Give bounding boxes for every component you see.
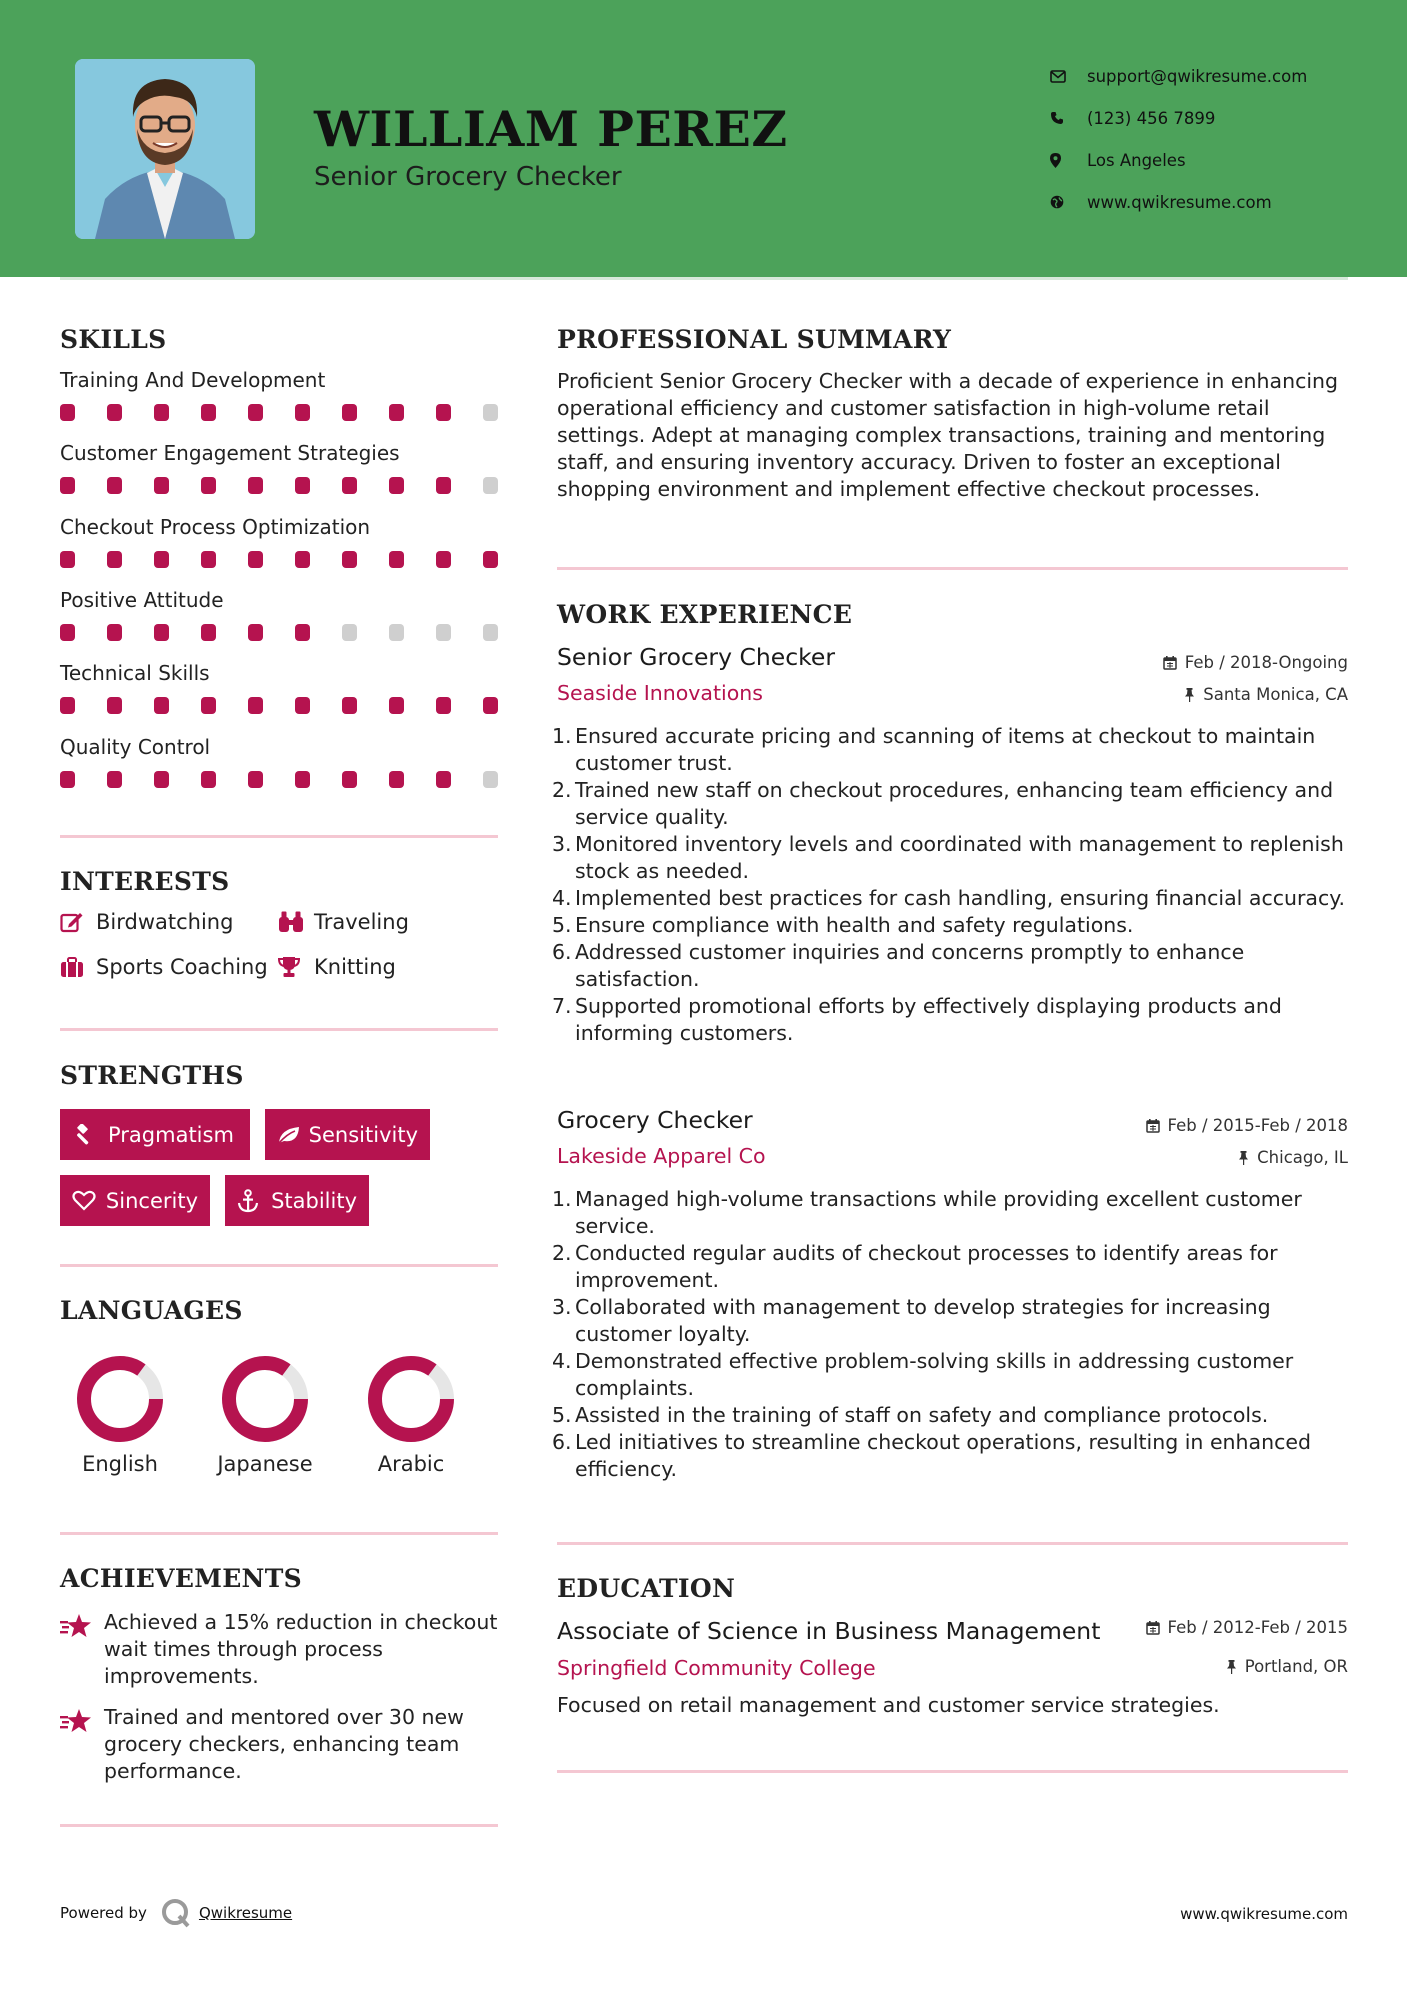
star-icon <box>60 1609 104 1690</box>
skills-heading: SKILLS <box>60 325 167 354</box>
anchor-icon <box>237 1189 271 1213</box>
skill-dot <box>201 477 216 494</box>
skill-dot <box>248 624 263 641</box>
job-date: Feb / 2015-Feb / 2018 <box>1146 1116 1348 1135</box>
education-location: Portland, OR <box>1226 1657 1348 1676</box>
calendar-icon <box>1146 1621 1160 1635</box>
skill-name: Training And Development <box>60 368 326 392</box>
skill-dot <box>201 551 216 568</box>
skill-dot <box>295 477 310 494</box>
leaf-icon <box>277 1125 309 1145</box>
pushpin-icon <box>1184 688 1195 702</box>
skill-dot <box>389 477 404 494</box>
language-label: English <box>82 1452 158 1476</box>
skill-name: Quality Control <box>60 734 211 759</box>
summary-text: Proficient Senior Grocery Checker with a decade of experience in enhancing operational efficiency and customer satisfaction in high-volume retail settings. Adept at managing complex transactions, training and mentoring staff, and ensuring inventory accuracy. Driven to foster an exceptional shopping environment and implement effective checkout processes. <box>557 369 1339 501</box>
skill-dot <box>436 551 451 568</box>
skill-dot <box>60 697 75 714</box>
language-item <box>195 1354 335 1476</box>
job-bullet: 2. Trained new staff on checkout procedures, enhancing team efficiency and service quality. <box>552 778 1334 829</box>
skill-dot <box>436 477 451 494</box>
achievements-heading: ACHIEVEMENTS <box>60 1564 302 1593</box>
skill-dot <box>295 697 310 714</box>
skill-rating <box>60 624 498 641</box>
job-title: Grocery Checker <box>557 1106 753 1134</box>
skill-dot <box>248 404 263 421</box>
school-name: Springfield Community College <box>557 1656 876 1680</box>
skill-dot <box>436 404 451 421</box>
qwikresume-link[interactable]: Qwikresume <box>198 1904 293 1922</box>
envelope-icon <box>1050 70 1087 83</box>
skill-dot <box>154 477 169 494</box>
skill-dot <box>154 624 169 641</box>
section-divider <box>60 1028 498 1031</box>
languages-heading: LANGUAGES <box>60 1296 243 1325</box>
job-location: Chicago, IL <box>1238 1148 1348 1167</box>
job-bullet: 5. Ensure compliance with health and safety regulations. <box>552 913 1134 937</box>
skill-dot <box>60 771 75 788</box>
job-bullets <box>552 723 1352 1047</box>
job-bullet: 6. Led initiatives to streamline checkout operations, resulting in enhanced efficiency. <box>552 1430 1311 1481</box>
skill-dot <box>389 697 404 714</box>
skill-dot <box>342 551 357 568</box>
section-divider <box>557 1542 1348 1545</box>
skill-name: Positive Attitude <box>60 587 224 612</box>
skill-dot <box>60 404 75 421</box>
skill-dot <box>154 771 169 788</box>
language-label: Arabic <box>377 1452 445 1476</box>
skill-dot <box>107 697 122 714</box>
skill-dot <box>483 771 498 788</box>
skill-dot <box>483 404 498 421</box>
language-item <box>50 1354 190 1476</box>
briefcase-icon <box>60 957 96 978</box>
job-bullet: 3. Monitored inventory levels and coordinated with management to replenish stock as needed. <box>552 832 1344 883</box>
trophy-icon <box>278 956 314 978</box>
skill-dot <box>436 697 451 714</box>
language-level-ring <box>366 1354 456 1444</box>
skill-dot <box>342 404 357 421</box>
skill-rating <box>60 697 498 714</box>
skill-dot <box>201 624 216 641</box>
skill-dot <box>389 551 404 568</box>
company-name: Lakeside Apparel Co <box>557 1144 766 1168</box>
skill-dot <box>201 697 216 714</box>
contact-location: Los Angeles <box>1050 139 1307 181</box>
skill-dot <box>107 771 122 788</box>
job-bullet: 6. Addressed customer inquiries and concerns promptly to enhance satisfaction. <box>552 940 1245 991</box>
section-divider <box>60 1532 498 1535</box>
skill-rating <box>60 477 498 494</box>
section-divider <box>557 1770 1348 1773</box>
education-date: Feb / 2012-Feb / 2015 <box>1146 1618 1348 1637</box>
degree-title: Associate of Science in Business Management <box>557 1617 1101 1645</box>
skill-name: Technical Skills <box>60 661 210 686</box>
skill-rating <box>60 404 498 421</box>
job-bullet: 7. Supported promotional efforts by effectively displaying products and informing customers. <box>552 994 1282 1045</box>
star-icon <box>60 1704 104 1785</box>
pushpin-icon <box>1238 1151 1249 1165</box>
skill-dot <box>107 551 122 568</box>
globe-icon <box>1050 195 1087 209</box>
gavel-icon <box>72 1124 108 1146</box>
phone-icon <box>1050 111 1087 125</box>
interest-item: Knitting <box>278 955 396 979</box>
summary-heading: PROFESSIONAL SUMMARY <box>557 325 952 354</box>
skill-dot <box>389 404 404 421</box>
language-level-ring <box>220 1354 310 1444</box>
skill-dot <box>342 771 357 788</box>
skill-dot <box>436 771 451 788</box>
skill-dot <box>201 404 216 421</box>
profile-photo <box>75 59 255 239</box>
skill-dot <box>107 477 122 494</box>
skill-dot <box>248 697 263 714</box>
contact-phone[interactable]: (123) 456 7899 <box>1050 97 1307 139</box>
skill-dot <box>154 551 169 568</box>
job-bullet: 2. Conducted regular audits of checkout processes to identify areas for improvement. <box>552 1241 1278 1292</box>
skill-dot <box>60 551 75 568</box>
education-description: Focused on retail management and customer service strategies. <box>557 1693 1220 1717</box>
heart-icon <box>72 1190 106 1211</box>
section-divider <box>60 1824 498 1827</box>
header-divider <box>60 277 1348 280</box>
skill-dot <box>107 624 122 641</box>
interest-item: Traveling <box>278 910 409 934</box>
skill-dot <box>60 624 75 641</box>
strength-badge: Sincerity <box>60 1175 210 1226</box>
skill-rating <box>60 771 498 788</box>
candidate-title: Senior Grocery Checker <box>314 162 622 192</box>
skill-dot <box>483 477 498 494</box>
strength-badge: Sensitivity <box>265 1109 430 1160</box>
skill-dot <box>342 697 357 714</box>
skill-dot <box>295 771 310 788</box>
language-level-ring <box>75 1354 165 1444</box>
skill-name: Customer Engagement Strategies <box>60 441 400 466</box>
skill-dot <box>60 477 75 494</box>
interest-item: Sports Coaching <box>60 955 268 979</box>
footer-website[interactable]: www.qwikresume.com <box>1180 1905 1348 1923</box>
language-label: Japanese <box>217 1452 313 1476</box>
qwikresume-logo-icon <box>161 1898 191 1928</box>
footer-powered-by: Powered by Qwikresume <box>60 1898 292 1928</box>
pushpin-icon <box>1226 1660 1237 1674</box>
contact-email[interactable]: support@qwikresume.com <box>1050 55 1307 97</box>
skill-dot <box>342 477 357 494</box>
skill-dot <box>248 477 263 494</box>
skill-dot <box>342 624 357 641</box>
section-divider <box>60 835 498 838</box>
achievement-item: Achieved a 15% reduction in checkout wait times through process improvements. <box>60 1609 500 1690</box>
skill-dot <box>154 697 169 714</box>
edit-icon <box>60 911 96 933</box>
skill-dot <box>483 551 498 568</box>
strength-badge: Stability <box>225 1175 369 1226</box>
experience-heading: WORK EXPERIENCE <box>557 600 853 629</box>
job-bullet: 5. Assisted in the training of staff on safety and compliance protocols. <box>552 1403 1269 1427</box>
job-bullet: 4. Demonstrated effective problem-solving skills in addressing customer complaints. <box>552 1349 1294 1400</box>
strengths-heading: STRENGTHS <box>60 1061 244 1090</box>
education-heading: EDUCATION <box>557 1574 736 1603</box>
job-location: Santa Monica, CA <box>1184 685 1348 704</box>
skill-dot <box>483 697 498 714</box>
skill-dot <box>389 771 404 788</box>
job-bullet: 1. Ensured accurate pricing and scanning of items at checkout to maintain customer trust. <box>552 724 1316 775</box>
contact-list <box>1050 55 1307 223</box>
interests-heading: INTERESTS <box>60 867 230 896</box>
skill-dot <box>248 551 263 568</box>
resume-header <box>0 0 1407 277</box>
skill-dot <box>436 624 451 641</box>
skill-dot <box>248 771 263 788</box>
skill-rating <box>60 551 498 568</box>
calendar-icon <box>1146 1119 1160 1133</box>
skill-dot <box>107 404 122 421</box>
job-bullet: 4. Implemented best practices for cash handling, ensuring financial accuracy. <box>552 886 1345 910</box>
skill-name: Checkout Process Optimization <box>60 514 371 539</box>
skill-dot <box>295 404 310 421</box>
skill-dot <box>483 624 498 641</box>
achievement-item: Trained and mentored over 30 new grocery checkers, enhancing team performance. <box>60 1704 500 1785</box>
section-divider <box>60 1264 498 1267</box>
candidate-name: WILLIAM PEREZ <box>314 100 788 158</box>
job-bullets <box>552 1186 1352 1483</box>
job-date: Feb / 2018-Ongoing <box>1163 653 1348 672</box>
contact-website[interactable]: www.qwikresume.com <box>1050 181 1307 223</box>
binoculars-icon <box>278 911 314 933</box>
job-bullet: 1. Managed high-volume transactions while providing excellent customer service. <box>552 1187 1302 1238</box>
skill-dot <box>295 551 310 568</box>
company-name: Seaside Innovations <box>557 681 763 705</box>
job-bullet: 3. Collaborated with management to develop strategies for increasing customer loyalty. <box>552 1295 1271 1346</box>
calendar-icon <box>1163 656 1177 670</box>
skill-dot <box>201 771 216 788</box>
skill-dot <box>389 624 404 641</box>
map-pin-icon <box>1050 153 1087 168</box>
interest-item: Birdwatching <box>60 910 233 934</box>
section-divider <box>557 567 1348 570</box>
strength-badge: Pragmatism <box>60 1109 250 1160</box>
language-item <box>341 1354 481 1476</box>
skill-dot <box>295 624 310 641</box>
skill-dot <box>154 404 169 421</box>
job-title: Senior Grocery Checker <box>557 643 836 671</box>
